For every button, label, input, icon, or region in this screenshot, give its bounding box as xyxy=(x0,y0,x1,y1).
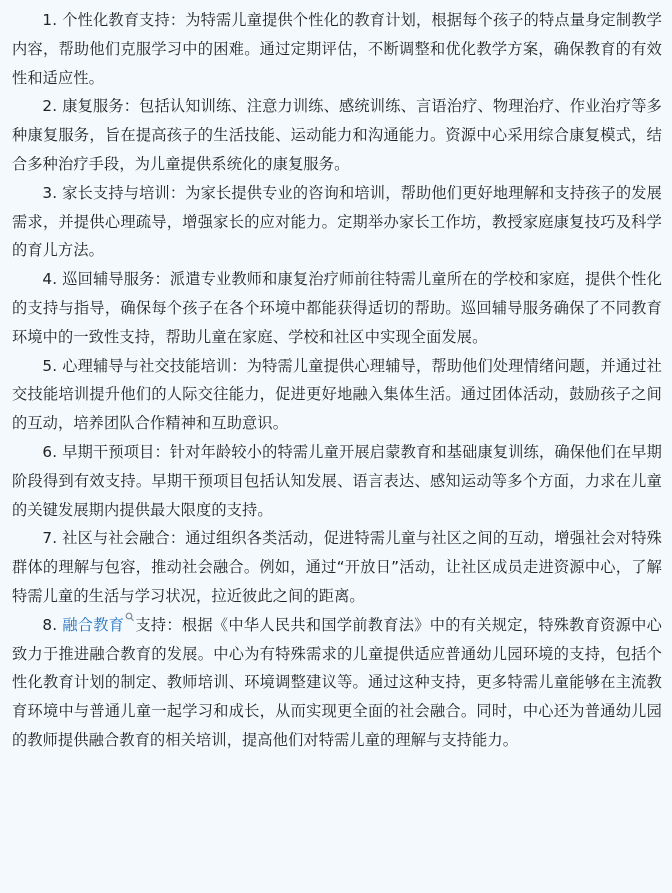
search-icon[interactable] xyxy=(125,612,135,624)
inclusive-education-link[interactable]: 融合教育 xyxy=(62,615,125,634)
paragraph-3: 3. 家长支持与培训：为家长提供专业的咨询和培训，帮助他们更好地理解和支持孩子的发展需求，并提供心理疏导，增强家长的应对能力。定期举办家长工作坊，教授家庭康复技巧及科学的育儿方法。 xyxy=(12,183,662,260)
paragraph-2: 2. 康复服务：包括认知训练、注意力训练、感统训练、言语治疗、物理治疗、作业治疗等多种康复服务，旨在提高孩子的生活技能、运动能力和沟通能力。资源中心采用综合康复模式，结合多种治疗手段，为儿童提供系统化的康复服务。 xyxy=(12,97,662,173)
paragraph-6: 6. 早期干预项目：针对年龄较小的特需儿童开展启蒙教育和基础康复训练，确保他们在早期阶段得到有效支持。早期干预项目包括认知发展、语言表达、感知运动等多个方面，力求在儿童的关键发展期内提供最大限度的支持。 xyxy=(12,442,662,519)
paragraph-1: 1. 个性化教育支持：为特需儿童提供个性化的教育计划，根据每个孩子的特点量身定制教学内容，帮助他们克服学习中的困难。通过定期评估，不断调整和优化教学方案，确保教育的有效性和适应性。 xyxy=(12,11,662,87)
paragraph-5: 5. 心理辅导与社交技能培训：为特需儿童提供心理辅导，帮助他们处理情绪问题，并通过社交技能培训提升他们的人际交往能力，促进更好地融入集体生活。通过团体活动，鼓励孩子之间的互动，培养团队合作精神和互助意识。 xyxy=(12,356,662,433)
paragraph-8 xyxy=(12,611,662,755)
paragraph-8-text: 支持：根据《中华人民共和国学前教育法》中的有关规定，特殊教育资源中心致力于推进融合教育的发展。中心为有特殊需求的儿童提供适应普通幼儿园环境的支持，包括个性化教育计划的制定、教师培训、环境调整建议等。通过这种支持，更多特需儿童能够在主流教育环境中与普通儿童一起学习和成长，从而实现更全面的社会融合。同时，中心还为普通幼儿园的教师提供融合教育的相关培训，提高他们对特需儿童的理解与支持能力。 xyxy=(12,615,662,749)
paragraph-4: 4. 巡回辅导服务：派遣专业教师和康复治疗师前往特需儿童所在的学校和家庭，提供个性化的支持与指导，确保每个孩子在各个环境中都能获得适切的帮助。巡回辅导服务确保了不同教育环境中的一致性支持，帮助儿童在家庭、学校和社区中实现全面发展。 xyxy=(12,270,662,346)
paragraph-7: 7. 社区与社会融合：通过组织各类活动，促进特需儿童与社区之间的互动，增强社会对特殊群体的理解与包容，推动社会融合。例如，通过“开放日”活动，让社区成员走进资源中心，了解特需儿童的生活与学习状况，拉近彼此之间的距离。 xyxy=(12,529,662,605)
paragraph-8-prefix: 8. xyxy=(42,615,63,634)
